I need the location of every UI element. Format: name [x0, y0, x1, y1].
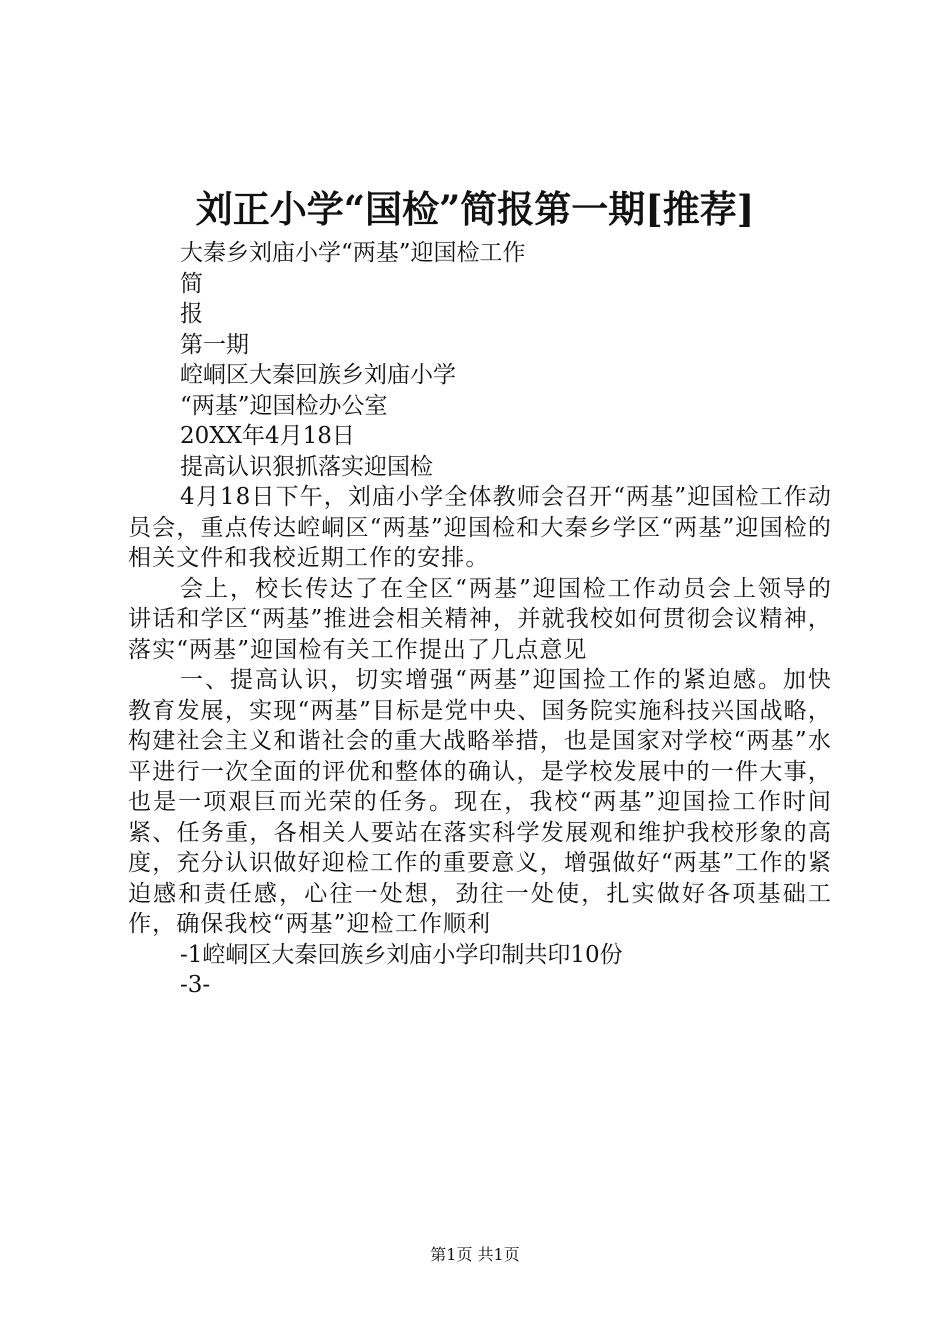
paragraph-meeting: 4月18日下午，刘庙小学全体教师会召开“两基”迎国检工作动员会，重点传达崆峒区“两基”迎国检和大秦乡学区“两基”迎国检的相关文件和我校近期工作的安排。 [128, 484, 832, 571]
header-line-bao: 报 [180, 301, 203, 327]
document-title: 刘正小学“国检”简报第一期[推荐] [195, 187, 755, 231]
header-line-jian: 简 [180, 270, 203, 297]
paragraph-principal: 会上，校长传达了在全区“两基”迎国检工作动员会上领导的讲话和学区“两基”推进会相关精神，并就我校如何贯彻会议精神，落实“两基”迎国检有关工作提出了几点意见 [128, 575, 832, 663]
header-line-headline: 提高认识狠抓落实迎国检 [180, 453, 433, 480]
page-marker: -3- [180, 972, 211, 998]
header-line-school: 崆峒区大秦回族乡刘庙小学 [180, 362, 456, 388]
paragraph-point-one: 一、提高认识，切实增强“两基”迎国捡工作的紧迫感。加快教育发展，实现“两基”目标是党中央、国务院实施科技兴国战略，构建社会主义和谐社会的重大战略举措，也是国家对学校“两基”水平进行一次全面的评优和整体的确认，是学校发展中的一件大事，也是一项艰巨而光荣的任务。现在，我校“两基”迎国捡工作时间紧、任务重，各相关人要站在落实科学发展观和维护我校形象的高度，充分认识做好迎检工作的重要意义，增强做好“两基”工作的紧迫感和责任感，心往一处想，劲往一处使，扎实做好各项基础工作，确保我校“两基”迎检工作顺利 [128, 667, 832, 937]
header-line-newsletter-name: 大秦乡刘庙小学“两基”迎国检工作 [180, 240, 526, 266]
page-number-footer: 第1页 共1页 [430, 1245, 520, 1264]
header-line-issue: 第一期 [180, 331, 249, 358]
print-note: -1崆峒区大秦回族乡刘庙小学印制共印10份 [180, 941, 623, 968]
body-block [128, 482, 832, 1001]
header-line-office: “两基”迎国检办公室 [180, 392, 388, 419]
header-block [180, 238, 840, 482]
header-line-date: 20XX年4月18日 [180, 423, 355, 449]
